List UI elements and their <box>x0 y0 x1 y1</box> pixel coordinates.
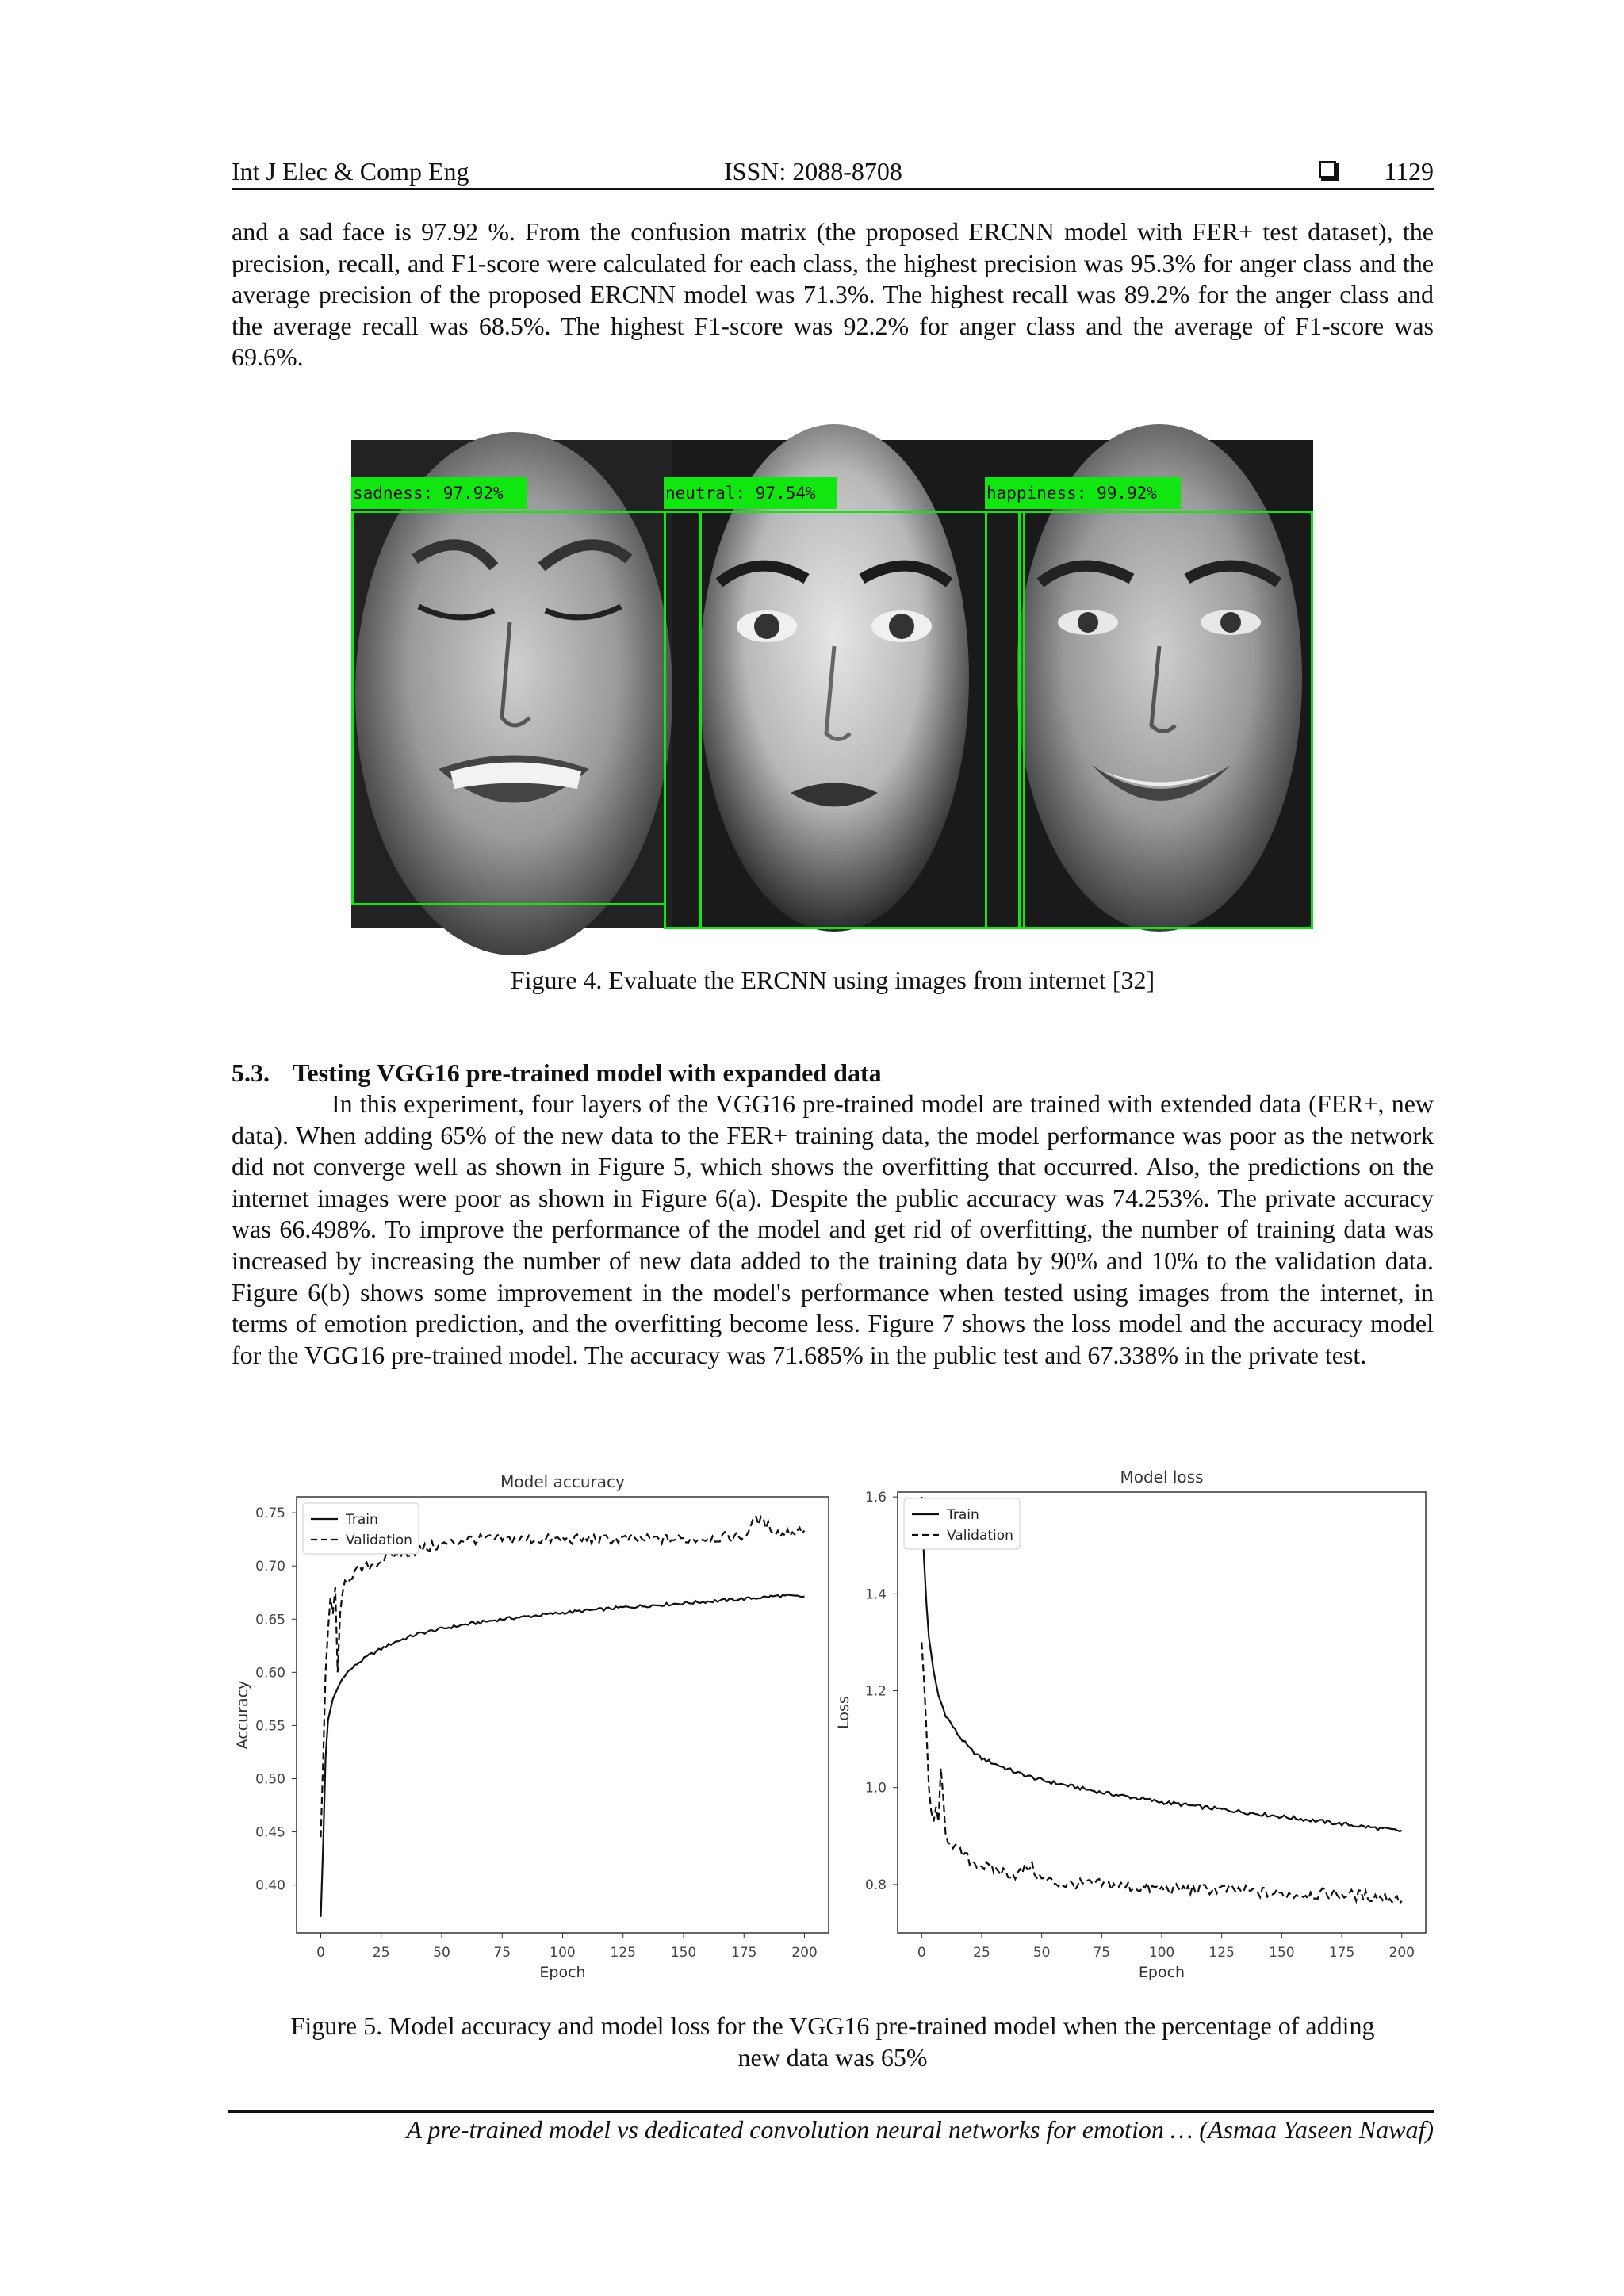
section-number: 5.3. <box>232 1058 270 1087</box>
figure-5-caption-line-2: new data was 65% <box>737 2043 928 2072</box>
y-tick-label: 0.75 <box>255 1506 285 1522</box>
detection-box-happiness-inner-edge <box>1023 511 1025 928</box>
y-tick-label: 1.6 <box>864 1490 887 1506</box>
x-tick-label: 50 <box>433 1945 450 1961</box>
x-tick-label: 150 <box>1269 1945 1295 1961</box>
series-line-validation <box>321 1517 805 1837</box>
x-tick-label: 200 <box>791 1945 818 1961</box>
legend-entry: Validation <box>947 1528 1013 1544</box>
page-number: 1129 <box>1384 157 1434 186</box>
y-tick-label: 0.70 <box>255 1559 285 1575</box>
x-tick-label: 75 <box>1093 1945 1111 1961</box>
detection-label-sadness: sadness: 97.92% <box>351 477 527 509</box>
figure-4-caption: Figure 4. Evaluate the ERCNN using images from internet [32] <box>510 966 1155 994</box>
y-tick-label: 0.55 <box>255 1718 285 1735</box>
legend-entry: Validation <box>346 1533 412 1548</box>
detection-box-happiness <box>985 511 1313 929</box>
x-tick-label: 175 <box>731 1945 757 1961</box>
x-tick-label: 100 <box>550 1945 576 1961</box>
y-tick-label: 0.50 <box>255 1771 285 1788</box>
detection-box-sadness <box>351 511 666 905</box>
header-rule <box>232 188 1434 190</box>
x-axis-label: Epoch <box>1138 1964 1185 1981</box>
x-tick-label: 0 <box>316 1945 325 1961</box>
y-tick-label: 0.8 <box>864 1877 887 1893</box>
x-axis-label: Epoch <box>539 1964 586 1981</box>
y-axis-label: Accuracy <box>234 1680 251 1750</box>
section-title: Testing VGG16 pre-trained model with expanded data <box>293 1058 882 1087</box>
y-tick-label: 1.4 <box>864 1586 887 1603</box>
x-tick-label: 175 <box>1328 1945 1355 1961</box>
y-axis-label: Loss <box>835 1696 852 1729</box>
detection-label-happiness: happiness: 99.92% <box>985 477 1181 509</box>
detection-label-neutral: neutral: 97.54% <box>664 477 837 509</box>
figure-4-image <box>351 440 1313 928</box>
chart-title: Model loss <box>1120 1468 1204 1487</box>
x-tick-label: 100 <box>1148 1945 1175 1961</box>
x-tick-label: 25 <box>973 1945 990 1961</box>
x-tick-label: 50 <box>1032 1945 1051 1961</box>
y-tick-label: 0.65 <box>255 1612 285 1628</box>
x-tick-label: 25 <box>372 1945 390 1961</box>
model-loss-chart <box>835 1457 1445 1988</box>
chart-title: Model accuracy <box>500 1472 625 1491</box>
issn: ISSN: 2088-8708 <box>724 157 902 186</box>
y-tick-label: 0.45 <box>255 1824 285 1841</box>
x-tick-label: 150 <box>670 1945 697 1961</box>
legend-entry: Train <box>346 1512 378 1528</box>
y-tick-label: 1.2 <box>864 1683 887 1700</box>
detection-box-neutral <box>664 511 1021 929</box>
y-tick-label: 0.40 <box>255 1877 285 1894</box>
plot-frame <box>297 1497 829 1933</box>
y-tick-label: 1.0 <box>864 1780 887 1797</box>
paragraph-results: and a sad face is 97.92 %. From the confusion matrix (the proposed ERCNN model with FER+ test dataset), the precision, recall, and F1-score were calculated for each class, the highest precision was 95.3% for anger class and the average precision of the proposed ERCNN model was 71.3%. The highest recall was 89.2% for the anger class and the average recall was 68.5%. The highest F1-score was 92.2% for anger class and the average of F1-score was 69.6%. <box>232 217 1434 372</box>
detection-box-neutral-inner-edge <box>699 511 702 928</box>
paragraph-experiment: In this experiment, four layers of the VGG16 pre-trained model are trained with extended data (FER+, new data). When adding 65% of the new data to the FER+ training data, the model performance was poor as the network did not converge well as shown in Figure 5, which shows the overfitting that occurred. Also, the predictions on the internet images were poor as shown in Figure 6(a). Despite the public accuracy was 74.253%. The private accuracy was 66.498%. To improve the performance of the model and get rid of overfitting, the number of training data was increased by increasing the number of new data added to the training data by 90% and 10% to the validation data. Figure 6(b) shows some improvement in the model's performance when tested using images from the internet, in terms of emotion prediction, and the overfitting become less. Figure 7 shows the loss model and the accuracy model for the VGG16 pre-trained model. The accuracy was 71.685% in the public test and 67.338% in the private test. <box>232 1089 1434 1369</box>
x-tick-label: 125 <box>1208 1945 1235 1961</box>
section-heading <box>232 1057 882 1089</box>
series-line-train <box>321 1594 805 1916</box>
figure-5-caption-line-1: Figure 5. Model accuracy and model loss for the VGG16 pre-trained model when the percentage of adding <box>290 2011 1375 2040</box>
legend-entry: Train <box>947 1507 979 1523</box>
model-accuracy-chart <box>232 1457 842 1988</box>
x-tick-label: 75 <box>493 1945 511 1961</box>
x-tick-label: 0 <box>917 1945 926 1961</box>
square-bullet-icon <box>1319 161 1336 178</box>
x-tick-label: 200 <box>1388 1945 1415 1961</box>
y-tick-label: 0.60 <box>255 1665 285 1682</box>
footer-text: A pre-trained model vs dedicated convolution neural networks for emotion … (Asmaa Yaseen Nawaf) <box>406 2115 1434 2144</box>
journal-name: Int J Elec & Comp Eng <box>232 157 469 186</box>
footer-rule <box>228 2110 1434 2113</box>
x-tick-label: 125 <box>610 1945 636 1961</box>
series-line-validation <box>921 1642 1401 1904</box>
